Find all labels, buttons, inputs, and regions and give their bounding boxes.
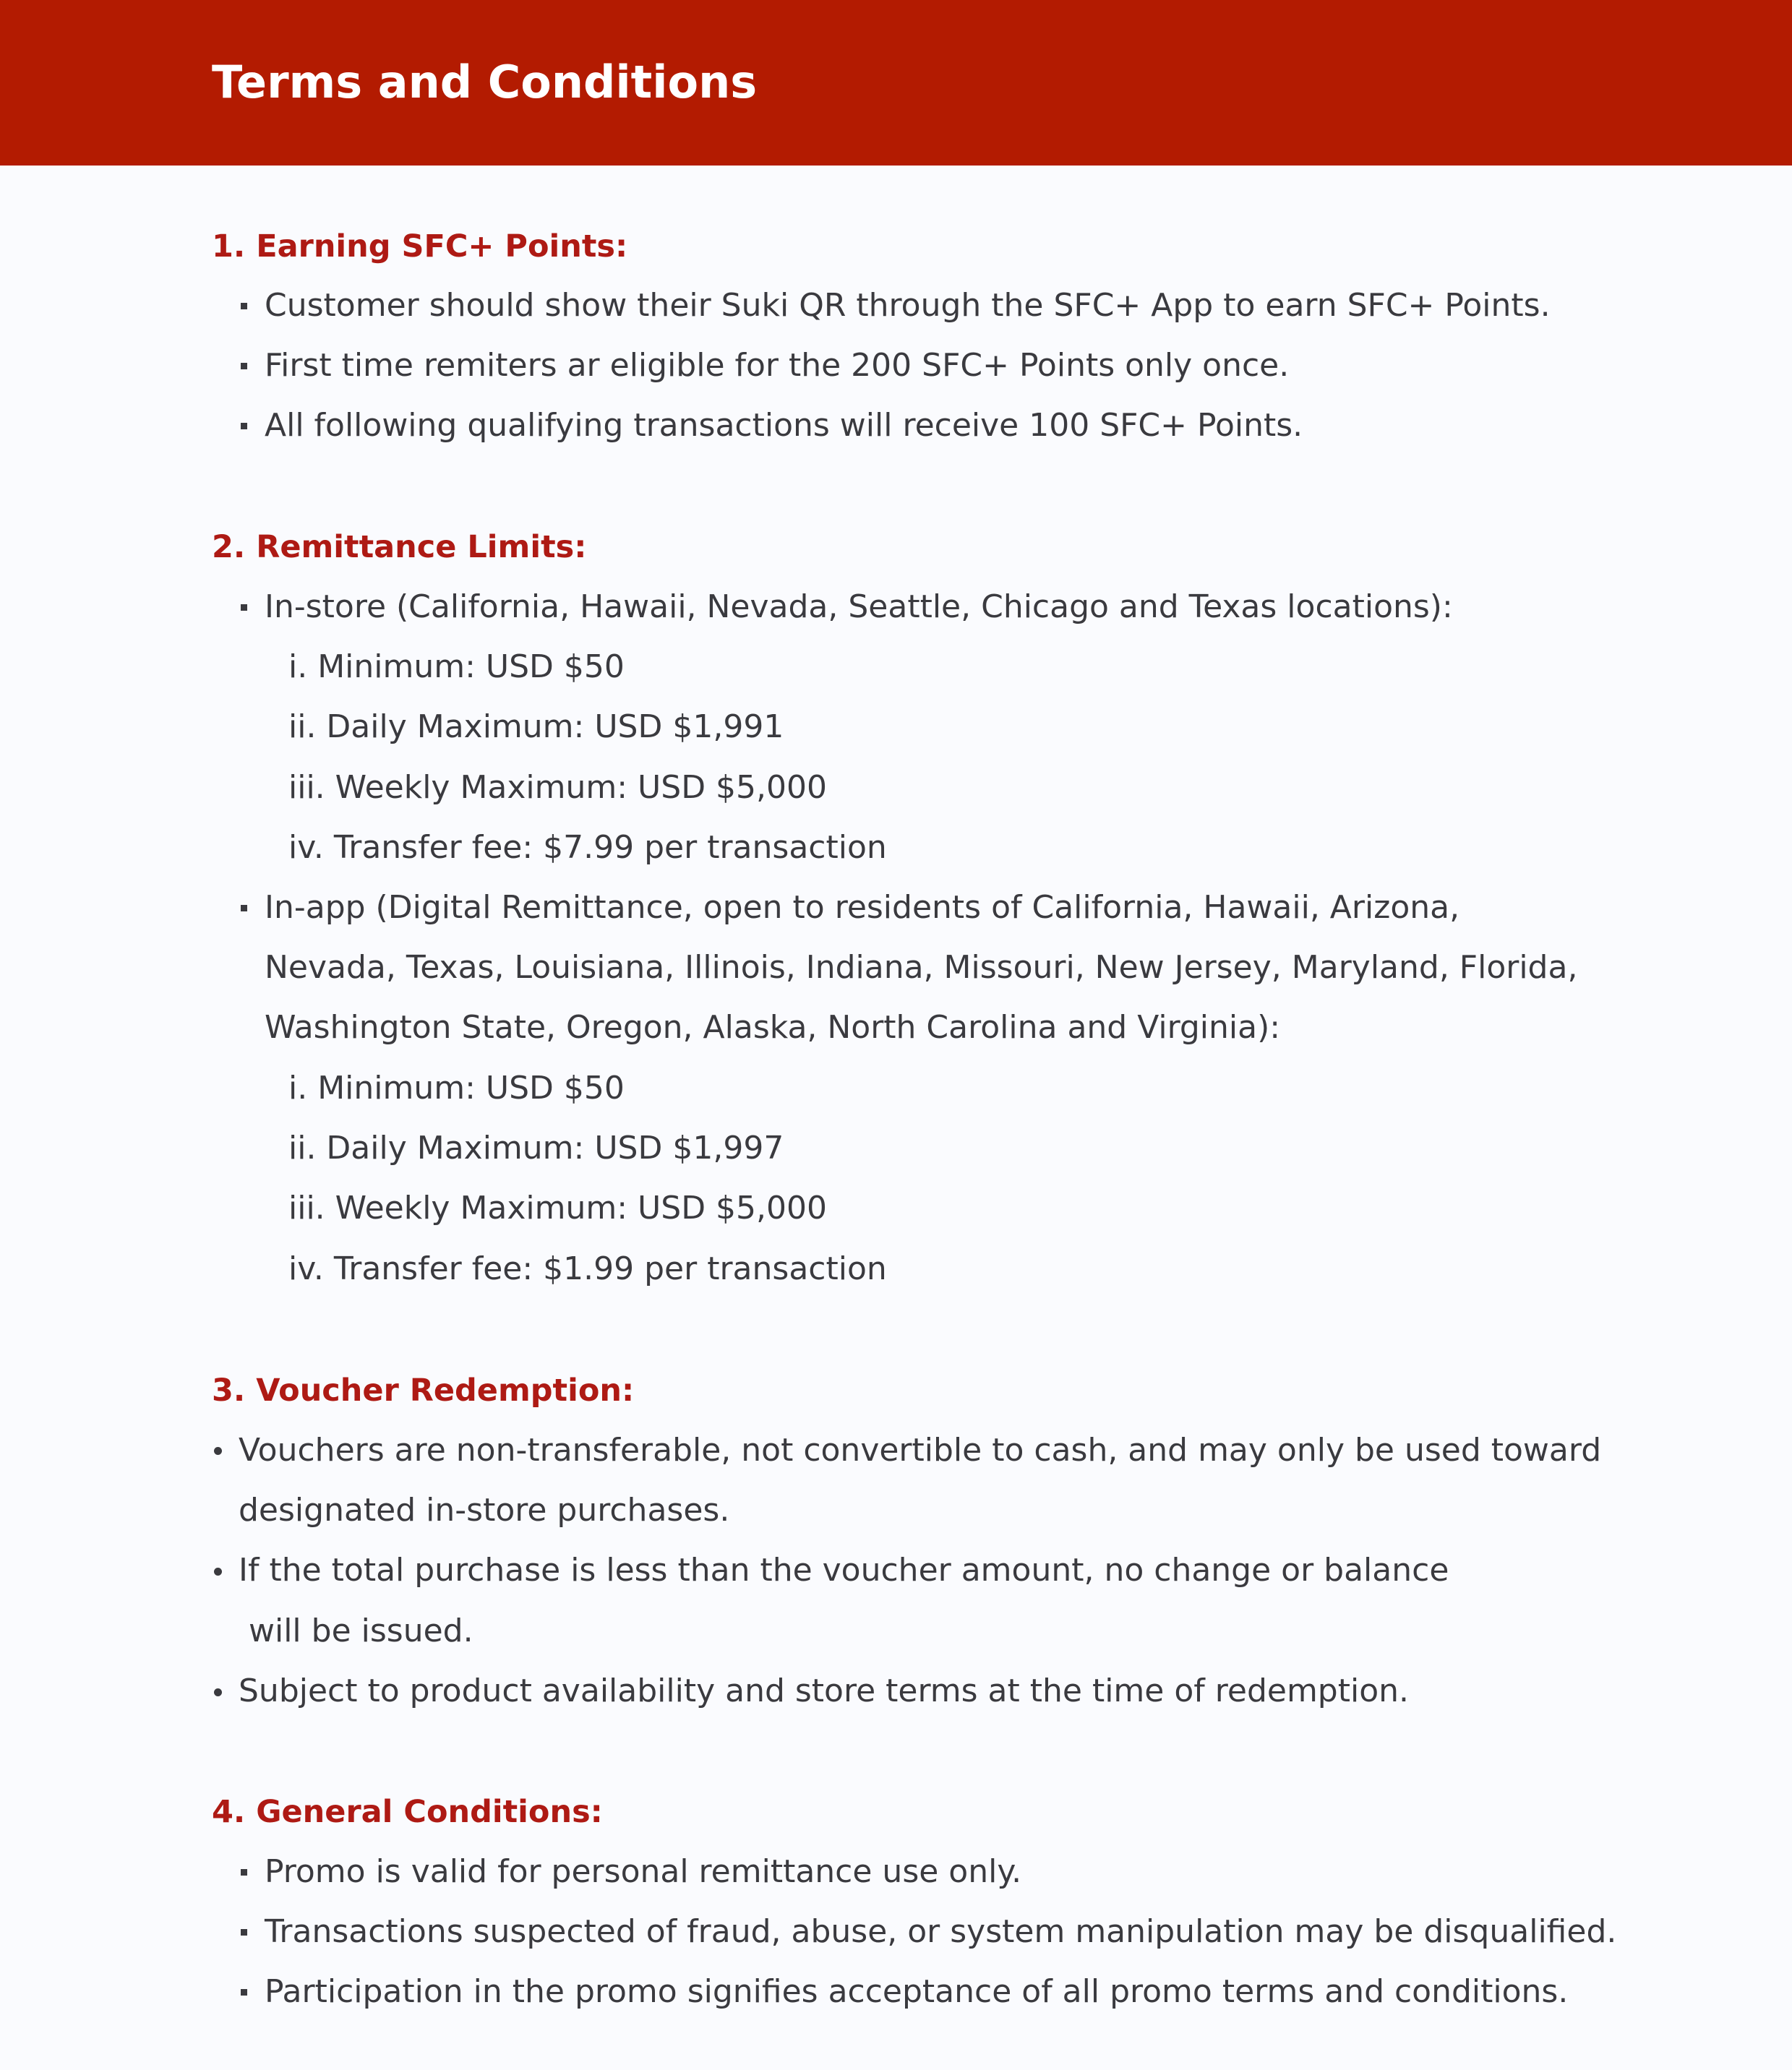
round-bullet-icon (214, 1568, 222, 1576)
list-item: Transactions suspected of fraud, abuse, or system manipulation may be disqualified. (265, 1913, 1617, 1950)
sub-item-minimum: i. Minimum: USD $50 (288, 648, 625, 685)
sub-item-transfer-fee: iv. Transfer fee: $1.99 per transaction (288, 1250, 887, 1287)
list-item: Promo is valid for personal remittance use only. (265, 1853, 1022, 1890)
sub-item-daily-maximum: ii. Daily Maximum: USD $1,991 (288, 708, 784, 745)
square-bullet-icon (241, 604, 247, 611)
header-bar (0, 0, 1792, 166)
list-item-line: designated in-store purchases. (239, 1492, 730, 1529)
list-item: If the total purchase is less than the voucher amount, no change or balance (239, 1552, 1449, 1589)
list-item: Customer should show their Suki QR through the SFC+ App to earn SFC+ Points. (265, 287, 1551, 324)
list-item: Participation in the promo signifies acceptance of all promo terms and conditions. (265, 1973, 1569, 2010)
list-item: Vouchers are non-transferable, not convertible to cash, and may only be used toward (239, 1432, 1602, 1469)
sub-item-weekly-maximum: iii. Weekly Maximum: USD $5,000 (288, 1190, 828, 1227)
round-bullet-icon (214, 1447, 222, 1455)
list-item: All following qualifying transactions will receive 100 SFC+ Points. (265, 407, 1303, 444)
page-title: Terms and Conditions (212, 56, 758, 108)
square-bullet-icon (241, 363, 247, 369)
list-item-in-app-line: Nevada, Texas, Louisiana, Illinois, Indiana, Missouri, New Jersey, Maryland, Florida, (265, 949, 1578, 986)
list-item: Subject to product availability and store terms at the time of redemption. (239, 1672, 1409, 1709)
square-bullet-icon (241, 1869, 247, 1876)
list-item: First time remiters ar eligible for the 200 SFC+ Points only once. (265, 347, 1290, 384)
sub-item-weekly-maximum: iii. Weekly Maximum: USD $5,000 (288, 769, 828, 806)
section-heading: 3. Voucher Redemption: (212, 1373, 635, 1409)
list-item-in-app-line: Washington State, Oregon, Alaska, North Carolina and Virginia): (265, 1009, 1281, 1046)
square-bullet-icon (241, 905, 247, 911)
sub-item-transfer-fee: iv. Transfer fee: $7.99 per transaction (288, 829, 887, 866)
round-bullet-icon (214, 1688, 222, 1696)
section-heading: 2. Remittance Limits: (212, 529, 587, 565)
section-heading: 1. Earning SFC+ Points: (212, 228, 628, 265)
sub-item-minimum: i. Minimum: USD $50 (288, 1070, 625, 1107)
square-bullet-icon (241, 1929, 247, 1936)
square-bullet-icon (241, 1989, 247, 1996)
square-bullet-icon (241, 303, 247, 309)
square-bullet-icon (241, 423, 247, 429)
list-item-line: will be issued. (239, 1612, 473, 1649)
list-item-in-store: In-store (California, Hawaii, Nevada, Seattle, Chicago and Texas locations): (265, 588, 1453, 625)
section-heading: 4. General Conditions: (212, 1794, 603, 1830)
list-item-in-app: In-app (Digital Remittance, open to residents of California, Hawaii, Arizona, (265, 889, 1460, 926)
sub-item-daily-maximum: ii. Daily Maximum: USD $1,997 (288, 1130, 784, 1167)
